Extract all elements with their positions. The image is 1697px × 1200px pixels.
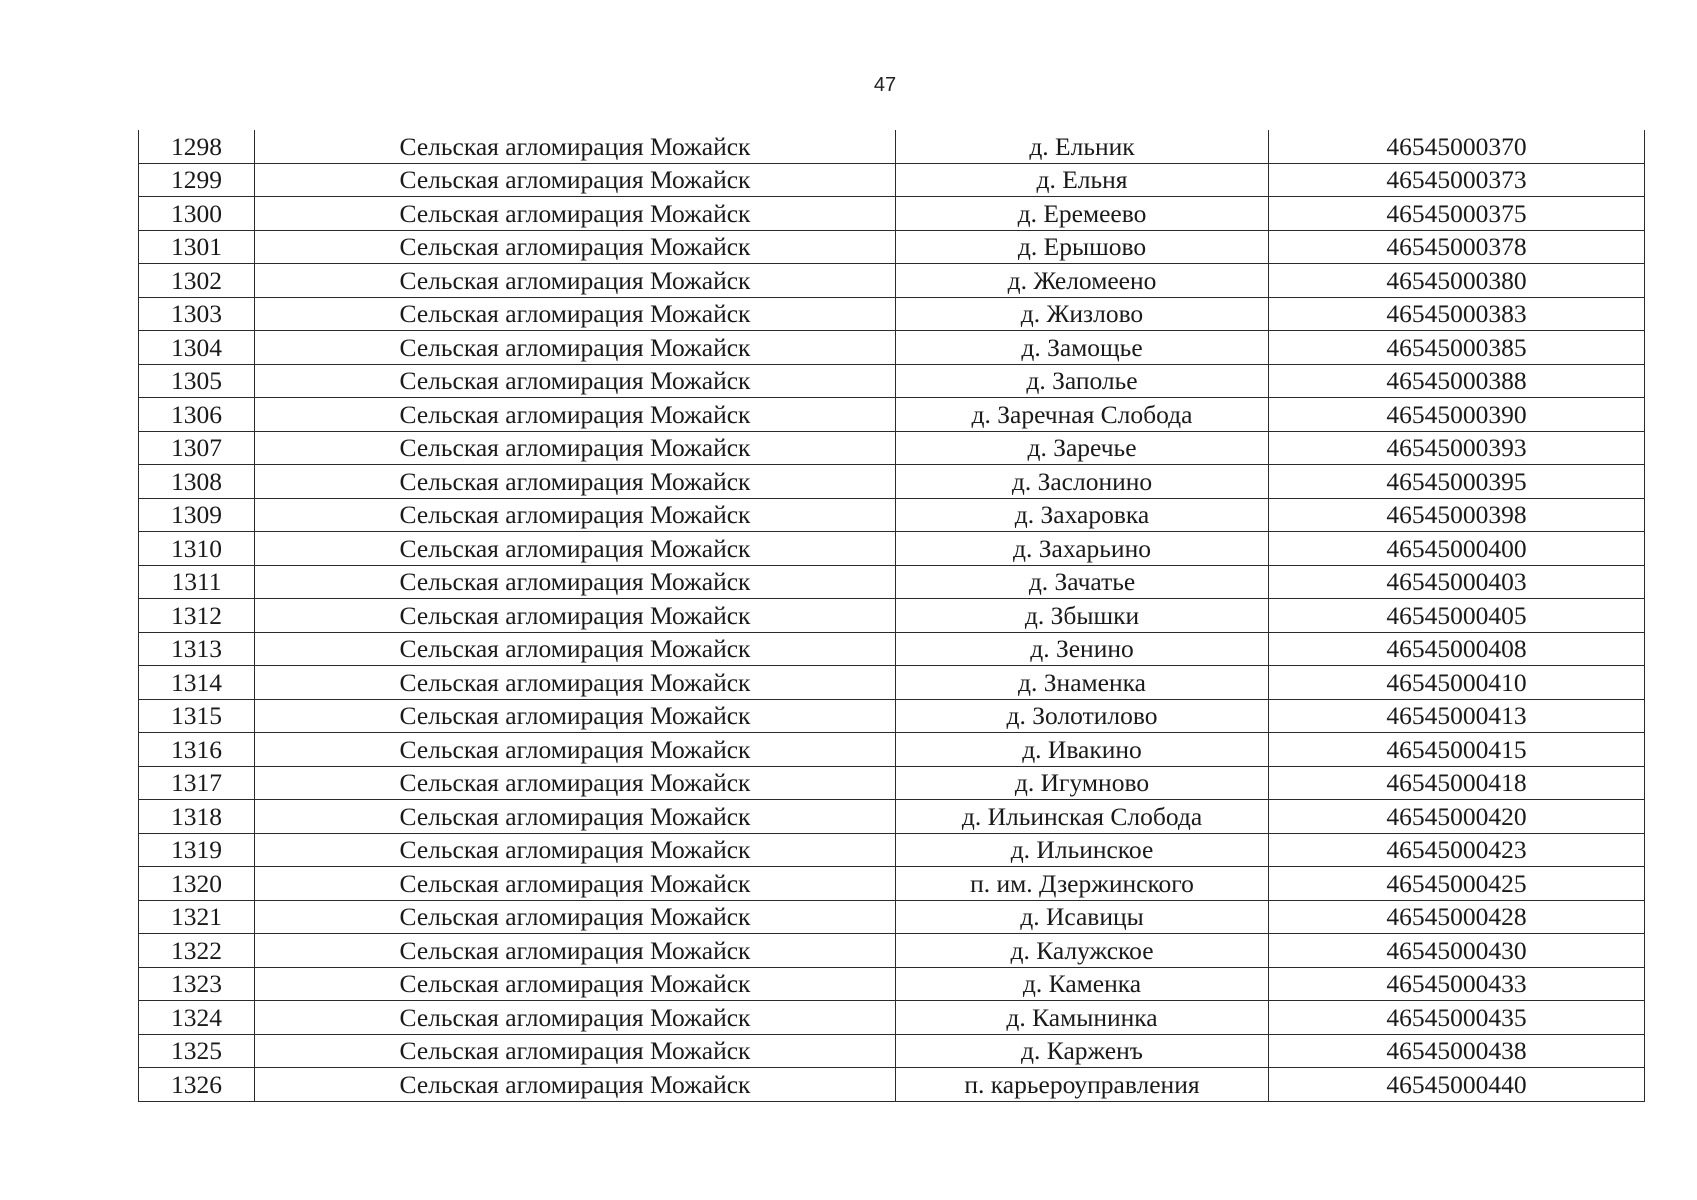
table-row	[139, 934, 1645, 968]
page-number: 47	[873, 74, 897, 96]
oktmo-code-cell: 46545000423	[1269, 833, 1645, 867]
agglomeration-name-cell: Сельская агломирация Можайск	[255, 632, 896, 666]
table-row	[139, 733, 1645, 767]
row-number-cell: 1310	[139, 532, 255, 566]
oktmo-code-cell: 46545000438	[1269, 1034, 1645, 1068]
agglomeration-name-cell: Сельская агломирация Можайск	[255, 867, 896, 901]
agglomeration-name-cell: Сельская агломирация Можайск	[255, 766, 896, 800]
row-number-cell: 1321	[139, 900, 255, 934]
agglomeration-name-cell: Сельская агломирация Можайск	[255, 197, 896, 231]
row-number-cell: 1308	[139, 465, 255, 499]
row-number-cell: 1319	[139, 833, 255, 867]
oktmo-code-cell: 46545000403	[1269, 565, 1645, 599]
table-row	[139, 1001, 1645, 1035]
oktmo-code-cell: 46545000415	[1269, 733, 1645, 767]
table-body	[139, 130, 1645, 1101]
settlements-table	[138, 130, 1645, 1102]
oktmo-code-cell: 46545000390	[1269, 398, 1645, 432]
settlement-name-cell: д. Жизлово	[896, 297, 1269, 331]
table-row	[139, 364, 1645, 398]
row-number-cell: 1298	[139, 130, 255, 163]
agglomeration-name-cell: Сельская агломирация Можайск	[255, 398, 896, 432]
table-row	[139, 666, 1645, 700]
table-row	[139, 967, 1645, 1001]
settlement-name-cell: д. Каменка	[896, 967, 1269, 1001]
table-row	[139, 297, 1645, 331]
settlement-name-cell: д. Захаровка	[896, 498, 1269, 532]
table-row	[139, 230, 1645, 264]
table-row	[139, 632, 1645, 666]
oktmo-code-cell: 46545000385	[1269, 331, 1645, 365]
agglomeration-name-cell: Сельская агломирация Можайск	[255, 733, 896, 767]
oktmo-code-cell: 46545000380	[1269, 264, 1645, 298]
settlement-name-cell: д. Захарьино	[896, 532, 1269, 566]
row-number-cell: 1314	[139, 666, 255, 700]
table-row	[139, 599, 1645, 633]
agglomeration-name-cell: Сельская агломирация Можайск	[255, 1034, 896, 1068]
oktmo-code-cell: 46545000395	[1269, 465, 1645, 499]
settlement-name-cell: п. карьероуправления	[896, 1068, 1269, 1102]
settlement-name-cell: д. Зенино	[896, 632, 1269, 666]
table-row	[139, 699, 1645, 733]
table-row	[139, 197, 1645, 231]
table-row	[139, 800, 1645, 834]
oktmo-code-cell: 46545000393	[1269, 431, 1645, 465]
row-number-cell: 1306	[139, 398, 255, 432]
agglomeration-name-cell: Сельская агломирация Можайск	[255, 465, 896, 499]
settlement-name-cell: д. Калужское	[896, 934, 1269, 968]
table-row	[139, 465, 1645, 499]
oktmo-code-cell: 46545000388	[1269, 364, 1645, 398]
agglomeration-name-cell: Сельская агломирация Можайск	[255, 599, 896, 633]
settlement-name-cell: д. Карженъ	[896, 1034, 1269, 1068]
agglomeration-name-cell: Сельская агломирация Можайск	[255, 297, 896, 331]
row-number-cell: 1309	[139, 498, 255, 532]
agglomeration-name-cell: Сельская агломирация Можайск	[255, 130, 896, 163]
agglomeration-name-cell: Сельская агломирация Можайск	[255, 498, 896, 532]
agglomeration-name-cell: Сельская агломирация Можайск	[255, 364, 896, 398]
agglomeration-name-cell: Сельская агломирация Можайск	[255, 1068, 896, 1102]
table-row	[139, 431, 1645, 465]
table-row	[139, 900, 1645, 934]
row-number-cell: 1325	[139, 1034, 255, 1068]
table-row	[139, 130, 1645, 163]
settlement-name-cell: д. Заречье	[896, 431, 1269, 465]
row-number-cell: 1311	[139, 565, 255, 599]
settlement-name-cell: д. Заслонино	[896, 465, 1269, 499]
oktmo-code-cell: 46545000410	[1269, 666, 1645, 700]
row-number-cell: 1300	[139, 197, 255, 231]
agglomeration-name-cell: Сельская агломирация Можайск	[255, 331, 896, 365]
agglomeration-name-cell: Сельская агломирация Можайск	[255, 264, 896, 298]
settlement-name-cell: д. Ельник	[896, 130, 1269, 163]
agglomeration-name-cell: Сельская агломирация Можайск	[255, 532, 896, 566]
row-number-cell: 1299	[139, 163, 255, 197]
row-number-cell: 1317	[139, 766, 255, 800]
row-number-cell: 1303	[139, 297, 255, 331]
oktmo-code-cell: 46545000405	[1269, 599, 1645, 633]
settlement-name-cell: д. Збышки	[896, 599, 1269, 633]
table-row	[139, 264, 1645, 298]
oktmo-code-cell: 46545000425	[1269, 867, 1645, 901]
table-row	[139, 163, 1645, 197]
agglomeration-name-cell: Сельская агломирация Можайск	[255, 900, 896, 934]
oktmo-code-cell: 46545000378	[1269, 230, 1645, 264]
table-row	[139, 1068, 1645, 1102]
table-row	[139, 833, 1645, 867]
settlement-name-cell: д. Знаменка	[896, 666, 1269, 700]
agglomeration-name-cell: Сельская агломирация Можайск	[255, 800, 896, 834]
row-number-cell: 1326	[139, 1068, 255, 1102]
settlement-name-cell: д. Еремеево	[896, 197, 1269, 231]
oktmo-code-cell: 46545000408	[1269, 632, 1645, 666]
row-number-cell: 1324	[139, 1001, 255, 1035]
agglomeration-name-cell: Сельская агломирация Можайск	[255, 967, 896, 1001]
oktmo-code-cell: 46545000433	[1269, 967, 1645, 1001]
table-row	[139, 532, 1645, 566]
oktmo-code-cell: 46545000430	[1269, 934, 1645, 968]
oktmo-code-cell: 46545000370	[1269, 130, 1645, 163]
settlement-name-cell: д. Зачатье	[896, 565, 1269, 599]
row-number-cell: 1315	[139, 699, 255, 733]
oktmo-code-cell: 46545000375	[1269, 197, 1645, 231]
row-number-cell: 1301	[139, 230, 255, 264]
settlement-name-cell: д. Заполье	[896, 364, 1269, 398]
oktmo-code-cell: 46545000383	[1269, 297, 1645, 331]
settlement-name-cell: д. Ильинская Слобода	[896, 800, 1269, 834]
settlement-name-cell: п. им. Дзержинского	[896, 867, 1269, 901]
agglomeration-name-cell: Сельская агломирация Можайск	[255, 431, 896, 465]
settlement-name-cell: д. Заречная Слобода	[896, 398, 1269, 432]
row-number-cell: 1318	[139, 800, 255, 834]
table-row	[139, 498, 1645, 532]
table-row	[139, 867, 1645, 901]
settlement-name-cell: д. Камынинка	[896, 1001, 1269, 1035]
row-number-cell: 1304	[139, 331, 255, 365]
oktmo-code-cell: 46545000420	[1269, 800, 1645, 834]
agglomeration-name-cell: Сельская агломирация Можайск	[255, 163, 896, 197]
oktmo-code-cell: 46545000398	[1269, 498, 1645, 532]
table-row	[139, 398, 1645, 432]
settlement-name-cell: д. Замощье	[896, 331, 1269, 365]
row-number-cell: 1316	[139, 733, 255, 767]
agglomeration-name-cell: Сельская агломирация Можайск	[255, 833, 896, 867]
oktmo-code-cell: 46545000440	[1269, 1068, 1645, 1102]
agglomeration-name-cell: Сельская агломирация Можайск	[255, 565, 896, 599]
oktmo-code-cell: 46545000373	[1269, 163, 1645, 197]
settlement-name-cell: д. Ильинское	[896, 833, 1269, 867]
agglomeration-name-cell: Сельская агломирация Можайск	[255, 230, 896, 264]
row-number-cell: 1302	[139, 264, 255, 298]
oktmo-code-cell: 46545000400	[1269, 532, 1645, 566]
settlement-name-cell: д. Ельня	[896, 163, 1269, 197]
table-row	[139, 1034, 1645, 1068]
row-number-cell: 1323	[139, 967, 255, 1001]
agglomeration-name-cell: Сельская агломирация Можайск	[255, 699, 896, 733]
table-row	[139, 565, 1645, 599]
settlement-name-cell: д. Игумново	[896, 766, 1269, 800]
oktmo-code-cell: 46545000418	[1269, 766, 1645, 800]
settlement-name-cell: д. Исавицы	[896, 900, 1269, 934]
settlement-name-cell: д. Золотилово	[896, 699, 1269, 733]
agglomeration-name-cell: Сельская агломирация Можайск	[255, 666, 896, 700]
settlement-name-cell: д. Желомеено	[896, 264, 1269, 298]
oktmo-code-cell: 46545000435	[1269, 1001, 1645, 1035]
settlement-name-cell: д. Ивакино	[896, 733, 1269, 767]
table-row	[139, 766, 1645, 800]
agglomeration-name-cell: Сельская агломирация Можайск	[255, 934, 896, 968]
row-number-cell: 1307	[139, 431, 255, 465]
row-number-cell: 1320	[139, 867, 255, 901]
row-number-cell: 1312	[139, 599, 255, 633]
settlement-name-cell: д. Ерышово	[896, 230, 1269, 264]
row-number-cell: 1322	[139, 934, 255, 968]
oktmo-code-cell: 46545000428	[1269, 900, 1645, 934]
row-number-cell: 1313	[139, 632, 255, 666]
oktmo-code-cell: 46545000413	[1269, 699, 1645, 733]
table-row	[139, 331, 1645, 365]
agglomeration-name-cell: Сельская агломирация Можайск	[255, 1001, 896, 1035]
row-number-cell: 1305	[139, 364, 255, 398]
